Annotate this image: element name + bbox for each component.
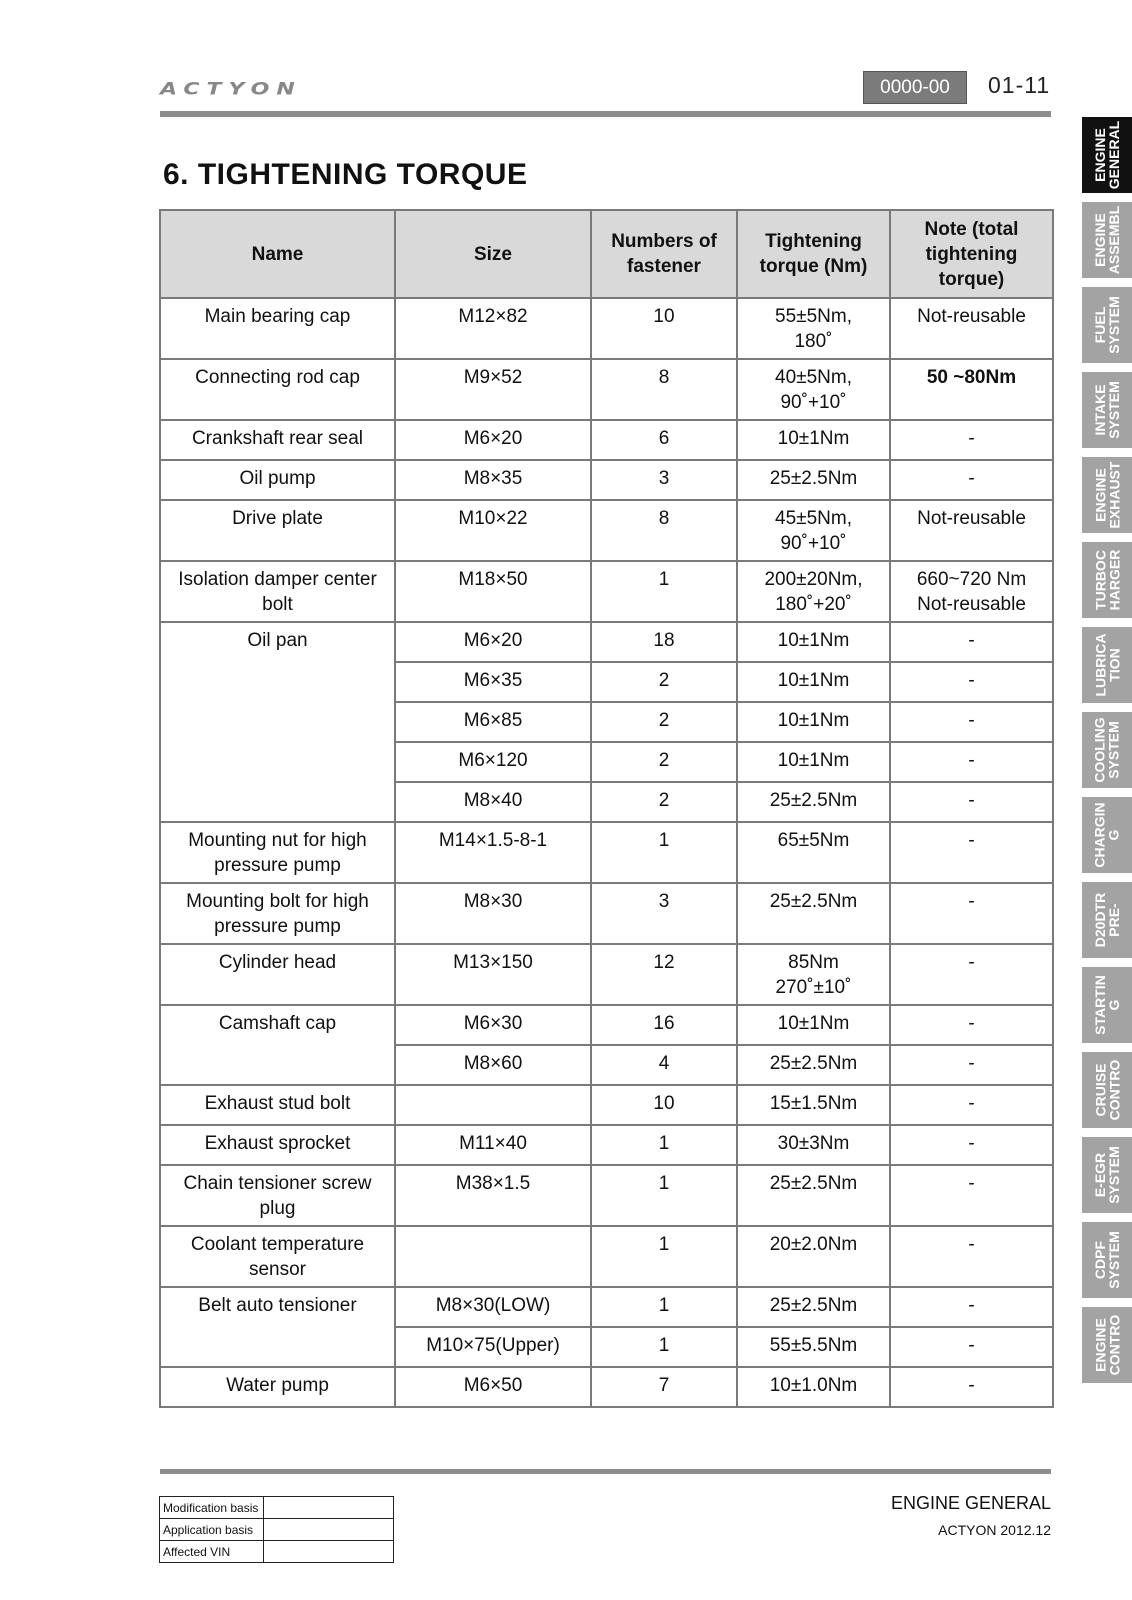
cell-size: M11×40 (395, 1125, 591, 1165)
cell-torque: 45±5Nm, 90˚+10˚ (737, 500, 890, 561)
cell-name: Coolant temperature sensor (160, 1226, 395, 1287)
cell-size: M10×22 (395, 500, 591, 561)
cell-size (395, 1085, 591, 1125)
cell-count: 4 (591, 1045, 737, 1085)
cell-note: - (890, 944, 1053, 1005)
tab-cruise-control[interactable] (1082, 1052, 1132, 1128)
application-row (160, 1519, 394, 1541)
tab-intake-system[interactable] (1082, 372, 1132, 448)
cell-size: M18×50 (395, 561, 591, 622)
tab-lubrication[interactable] (1082, 627, 1132, 703)
cell-count: 12 (591, 944, 737, 1005)
cell-name: Mounting bolt for high pressure pump (160, 883, 395, 944)
torque-table (159, 209, 1054, 1408)
table-row (160, 822, 1053, 883)
footer-divider (160, 1469, 1051, 1474)
torque-value: 85Nm (788, 952, 839, 973)
cell-torque: 10±1Nm (737, 420, 890, 460)
cell-torque: 10±1Nm (737, 1005, 890, 1045)
cell-size (395, 1226, 591, 1287)
cell-note: - (890, 662, 1053, 702)
cell-note: - (890, 822, 1053, 883)
cell-count: 1 (591, 1327, 737, 1367)
cell-size: M6×85 (395, 702, 591, 742)
cell-count: 6 (591, 420, 737, 460)
cell-torque: 55±5Nm, 180˚ (737, 298, 890, 359)
cell-torque: 10±1Nm (737, 742, 890, 782)
header-numbers: Numbers of fastener (591, 210, 737, 298)
cell-name: Oil pump (160, 460, 395, 500)
cell-note: - (890, 1287, 1053, 1327)
cell-size: M6×20 (395, 420, 591, 460)
tab-engine-exhaust[interactable] (1082, 457, 1132, 533)
tab-label: ENGINE EXHAUST (1092, 461, 1122, 529)
tab-label: ENGINE CONTRO (1092, 1314, 1123, 1376)
tab-label: CRUISE CONTRO (1092, 1059, 1123, 1121)
table-row (160, 298, 1053, 359)
section-title: 6. TIGHTENING TORQUE (163, 158, 528, 191)
cell-torque: 10±1Nm (737, 702, 890, 742)
table-row (160, 1287, 1053, 1327)
torque-angle: 270˚±10˚ (775, 977, 852, 998)
table-row (160, 359, 1053, 420)
cell-count: 2 (591, 782, 737, 822)
cell-note: - (890, 1226, 1053, 1287)
cell-note: - (890, 1125, 1053, 1165)
cell-torque: 30±3Nm (737, 1125, 890, 1165)
cell-size: M6×35 (395, 662, 591, 702)
cell-size: M12×82 (395, 298, 591, 359)
cell-torque: 20±2.0Nm (737, 1226, 890, 1287)
tab-cdpf-system[interactable] (1082, 1222, 1132, 1298)
cell-torque: 25±2.5Nm (737, 1045, 890, 1085)
table-row (160, 1165, 1053, 1226)
cell-size: M8×60 (395, 1045, 591, 1085)
cell-name: Exhaust stud bolt (160, 1085, 395, 1125)
cell-count: 18 (591, 622, 737, 662)
cell-torque: 25±2.5Nm (737, 460, 890, 500)
affected-vin-label: Affected VIN (160, 1541, 264, 1563)
modification-box (159, 1496, 394, 1563)
tab-d20dtr-pre[interactable] (1082, 882, 1132, 958)
cell-size: M8×30 (395, 883, 591, 944)
affected-vin-row (160, 1541, 394, 1563)
cell-name: Main bearing cap (160, 298, 395, 359)
cell-size: M13×150 (395, 944, 591, 1005)
header-size: Size (395, 210, 591, 298)
cell-name: Exhaust sprocket (160, 1125, 395, 1165)
cell-torque: 15±1.5Nm (737, 1085, 890, 1125)
cell-size: M14×1.5-8-1 (395, 822, 591, 883)
cell-torque: 25±2.5Nm (737, 1165, 890, 1226)
cell-size: M9×52 (395, 359, 591, 420)
cell-size: M8×40 (395, 782, 591, 822)
cell-count: 3 (591, 883, 737, 944)
cell-name: Belt auto tensioner (160, 1287, 395, 1367)
cell-count: 1 (591, 561, 737, 622)
affected-vin-value (264, 1541, 394, 1563)
cell-size: M8×35 (395, 460, 591, 500)
cell-size: M6×20 (395, 622, 591, 662)
cell-note: Not-reusable (890, 298, 1053, 359)
cell-torque: 25±2.5Nm (737, 1287, 890, 1327)
cell-torque: 200±20Nm, 180˚+20˚ (737, 561, 890, 622)
cell-name: Camshaft cap (160, 1005, 395, 1085)
table-row (160, 1226, 1053, 1287)
cell-torque: 25±2.5Nm (737, 883, 890, 944)
cell-note: - (890, 1367, 1053, 1407)
cell-torque: 55±5.5Nm (737, 1327, 890, 1367)
cell-torque: 10±1Nm (737, 662, 890, 702)
cell-count: 10 (591, 298, 737, 359)
table-row (160, 1125, 1053, 1165)
table-row (160, 883, 1053, 944)
cell-count: 3 (591, 460, 737, 500)
header-divider (160, 111, 1051, 117)
cell-note: Not-reusable (890, 500, 1053, 561)
table-row (160, 1005, 1053, 1045)
table-row (160, 1085, 1053, 1125)
table-row (160, 460, 1053, 500)
actyon-logo: ACTYON (160, 80, 302, 99)
tab-label: LUBRICA TION (1092, 633, 1122, 697)
cell-size: M6×50 (395, 1367, 591, 1407)
cell-size: M6×30 (395, 1005, 591, 1045)
cell-name: Water pump (160, 1367, 395, 1407)
cell-size: M38×1.5 (395, 1165, 591, 1226)
table-row (160, 622, 1053, 662)
cell-size: M8×30(LOW) (395, 1287, 591, 1327)
tab-engine-control[interactable] (1082, 1307, 1132, 1383)
tab-label: STARTIN G (1092, 975, 1122, 1035)
cell-note: - (890, 420, 1053, 460)
modification-basis-label: Modification basis (160, 1497, 264, 1519)
tab-label: D20DTR PRE- (1092, 892, 1122, 948)
tab-label: CHARGIN G (1092, 802, 1122, 868)
tab-label: COOLING SYSTEM (1092, 717, 1122, 783)
footer-section: ENGINE GENERAL (890, 1493, 1051, 1513)
header-name: Name (160, 210, 395, 298)
table-header-row (160, 210, 1053, 298)
doc-code-badge: 0000-00 (863, 71, 967, 104)
cell-note: - (890, 460, 1053, 500)
cell-count: 8 (591, 359, 737, 420)
cell-count: 8 (591, 500, 737, 561)
cell-note: - (890, 1327, 1053, 1367)
cell-note: - (890, 622, 1053, 662)
cell-name: Chain tensioner screw plug (160, 1165, 395, 1226)
cell-torque: 25±2.5Nm (737, 782, 890, 822)
cell-count: 2 (591, 702, 737, 742)
tab-starting[interactable] (1082, 967, 1132, 1043)
tab-label: CDPF SYSTEM (1092, 1231, 1123, 1289)
cell-note: - (890, 1005, 1053, 1045)
cell-name: Cylinder head (160, 944, 395, 1005)
table-row (160, 561, 1053, 622)
header-note: Note (total tightening torque) (890, 210, 1053, 298)
cell-name: Drive plate (160, 500, 395, 561)
cell-torque: 65±5Nm (737, 822, 890, 883)
cell-note: - (890, 742, 1053, 782)
tab-engine-general[interactable] (1082, 117, 1132, 193)
cell-note: - (890, 1085, 1053, 1125)
modification-row (160, 1497, 394, 1519)
cell-note: - (890, 1165, 1053, 1226)
cell-count: 1 (591, 1287, 737, 1327)
tab-label: E-EGR SYSTEM (1092, 1146, 1123, 1204)
cell-note: 660~720 Nm Not-reusable (890, 561, 1053, 622)
cell-count: 1 (591, 822, 737, 883)
application-basis-label: Application basis (160, 1519, 264, 1541)
cell-torque: 40±5Nm, 90˚+10˚ (737, 359, 890, 420)
cell-count: 2 (591, 662, 737, 702)
cell-name: Mounting nut for high pressure pump (160, 822, 395, 883)
tab-label: ENGINE ASSEMBL (1092, 205, 1123, 275)
tab-turbocharger[interactable] (1082, 542, 1132, 618)
modification-basis-value (264, 1497, 394, 1519)
table-row (160, 1367, 1053, 1407)
cell-name: Isolation damper center bolt (160, 561, 395, 622)
cell-count: 1 (591, 1226, 737, 1287)
application-basis-value (264, 1519, 394, 1541)
cell-count: 1 (591, 1125, 737, 1165)
cell-note: - (890, 702, 1053, 742)
tab-e-egr-system[interactable] (1082, 1137, 1132, 1213)
tab-label: FUEL SYSTEM (1092, 296, 1123, 354)
cell-torque: 10±1Nm (737, 622, 890, 662)
table-row (160, 944, 1053, 1005)
cell-count: 2 (591, 742, 737, 782)
tab-label: TURBOC HARGER (1092, 549, 1123, 611)
cell-torque: 10±1.0Nm (737, 1367, 890, 1407)
header-torque: Tightening torque (Nm) (737, 210, 890, 298)
cell-torque (737, 944, 890, 1005)
cell-name: Oil pan (160, 622, 395, 822)
tab-label: INTAKE SYSTEM (1092, 381, 1123, 439)
tab-label: ENGINE GENERAL (1092, 120, 1123, 190)
cell-count: 7 (591, 1367, 737, 1407)
cell-name: Connecting rod cap (160, 359, 395, 420)
tab-charging[interactable] (1082, 797, 1132, 873)
table-row (160, 420, 1053, 460)
cell-count: 1 (591, 1165, 737, 1226)
cell-note: 50 ~80Nm (890, 359, 1053, 420)
cell-count: 10 (591, 1085, 737, 1125)
cell-note: - (890, 883, 1053, 944)
page-number: 01-11 (988, 72, 1051, 98)
cell-note: - (890, 1045, 1053, 1085)
cell-size: M6×120 (395, 742, 591, 782)
cell-name: Crankshaft rear seal (160, 420, 395, 460)
cell-count: 16 (591, 1005, 737, 1045)
tab-engine-assembly[interactable] (1082, 202, 1132, 278)
tab-cooling-system[interactable] (1082, 712, 1132, 788)
tab-fuel-system[interactable] (1082, 287, 1132, 363)
table-row (160, 500, 1053, 561)
cell-note: - (890, 782, 1053, 822)
cell-size: M10×75(Upper) (395, 1327, 591, 1367)
footer-model: ACTYON 2012.12 (938, 1522, 1051, 1538)
